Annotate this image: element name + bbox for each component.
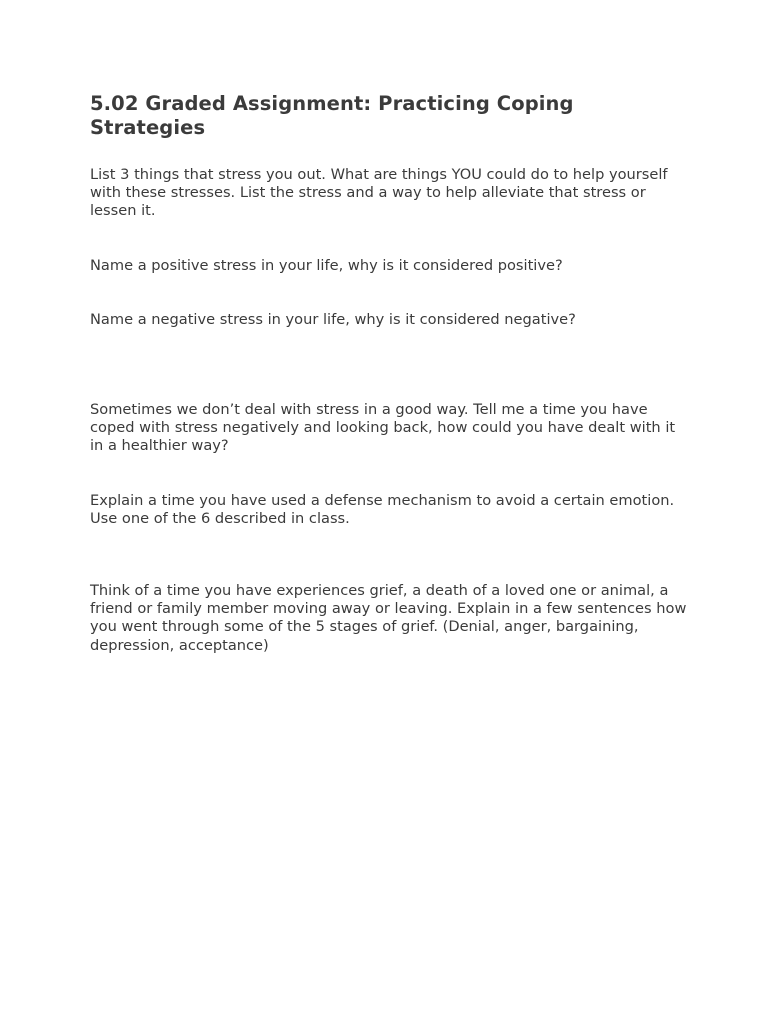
question-negative-stress: Name a negative stress in your life, why is it considered negative?	[90, 310, 576, 328]
question-negative-coping: Sometimes we don’t deal with stress in a good way. Tell me a time you have coped with stress negatively and looking back, how could you have dealt with it in a healthier way?	[90, 401, 676, 455]
question-stressors: List 3 things that stress you out. What are things YOU could do to help yourself with these stresses. List the stress and a way to help alleviate that stress or lessen it.	[90, 166, 668, 220]
question-positive-stress: Name a positive stress in your life, why is it considered positive?	[90, 256, 563, 274]
question-defense-mechanism: Explain a time you have used a defense mechanism to avoid a certain emotion. Use one of the 6 described in class.	[90, 491, 675, 527]
assignment-title: 5.02 Graded Assignment: Practicing Coping Strategies	[90, 92, 574, 139]
question-grief: Think of a time you have experiences grief, a death of a loved one or animal, a friend or family member moving away or leaving. Explain in a few sentences how you went through some of the 5 stages of grief. (Denial, anger, bargaining, depression, acceptance)	[90, 582, 687, 654]
document-body	[90, 92, 690, 655]
